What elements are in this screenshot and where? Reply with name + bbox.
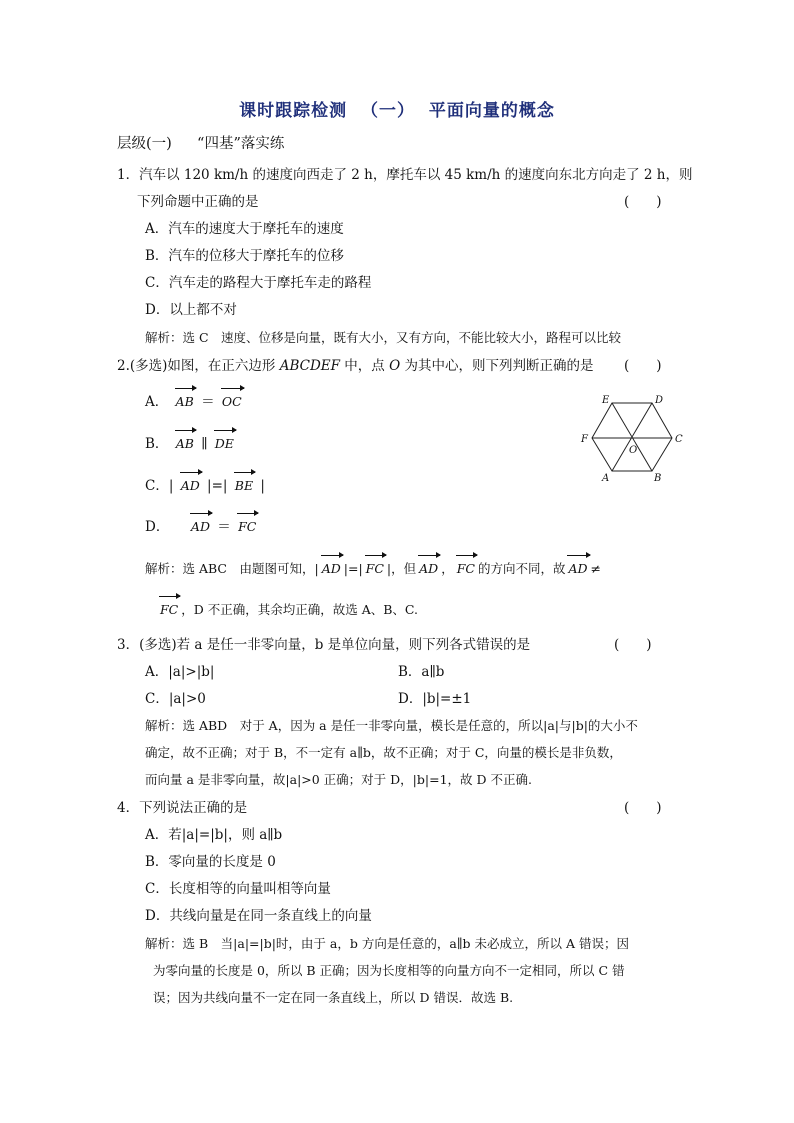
q2-solution-part2: |=|: [343, 561, 363, 576]
vector-fc: FC: [159, 600, 179, 620]
q4-option-d: D．共线向量是在同一条直线上的向量: [145, 908, 372, 924]
q2-option-c-op: |=|: [207, 478, 228, 494]
q4-solution-line3: 误；因为共线向量不一定在同一条直线上，所以 D 错误．故选 B.: [153, 990, 514, 1005]
q1-option-d: D．以上都不对: [145, 302, 237, 318]
level-name: “四基”落实练: [197, 136, 285, 152]
figure-label-d: D: [655, 395, 664, 406]
q1-solution: 解析：选 C 速度、位移是向量，既有大小，又有方向，不能比较大小，路程可以比较: [145, 330, 622, 345]
q4-option-b: B．零向量的长度是 0: [145, 854, 276, 870]
q2-solution-conclusion: ，D 不正确，其余均正确，故选 A、B、C.: [181, 602, 419, 617]
q3-solution-line3: 而向量 a 是非零向量，故|a|>0 正确；对于 D，|b|=1，故 D 不正确.: [145, 772, 532, 787]
q2-solution-part5: 的方向不同，故: [477, 561, 566, 576]
q2-option-d-op: ＝: [217, 519, 231, 535]
q4-solution-line1: 解析：选 B 当|a|=|b|时，由于 a，b 方向是任意的，a∥b 未必成立，所以 A 错误；因: [145, 936, 630, 951]
q2-solution-line2: [157, 600, 418, 620]
q3-solution-line1: 解析：选 ABD 对于 A，因为 a 是任一非零向量，模长是任意的，所以|a|与|b|的大小不: [145, 718, 638, 733]
q4-solution-line2: 为零向量的长度是 0，所以 B 正确；因为长度相等的向量方向不一定相同，所以 C 错: [153, 963, 625, 978]
q2-option-d: [145, 517, 259, 537]
q3-option-a: A．|a|>|b|: [145, 664, 215, 680]
q4-answer-bracket: ( ): [624, 800, 662, 816]
q1-option-b: B．汽车的位移大于摩托车的位移: [145, 248, 344, 264]
q3-solution-line2: 确定，故不正确；对于 B，不一定有 a∥b，故不正确；对于 C，向量的模长是非负数，: [145, 745, 622, 760]
q3-answer-bracket: ( ): [614, 637, 652, 653]
q2-stem-center: O: [389, 358, 401, 374]
q2-stem-part2: 中，点: [340, 358, 390, 374]
q2-stem-hexagon: ABCDEF: [279, 358, 341, 374]
q1-stem-line1: 1．汽车以 120 km/h 的速度向西走了 2 h，摩托车以 45 km/h 的速度向东北方向走了 2 h，则: [117, 167, 693, 183]
vector-oc: OC: [221, 392, 243, 412]
vector-ad: AD: [567, 559, 588, 579]
q3-option-b: B．a∥b: [398, 664, 445, 680]
q2-solution-part3: |，但: [386, 561, 417, 576]
vector-ab: AB: [175, 392, 195, 412]
q2-option-c-label: C．|: [145, 478, 174, 494]
q2-solution-part6: ≠: [590, 561, 602, 576]
q2-option-b-label: B．: [145, 436, 169, 452]
q1-option-a: A．汽车的速度大于摩托车的速度: [145, 221, 344, 237]
q2-stem-part3: 为其中心，则下列判断正确的是: [400, 358, 594, 374]
q1-answer-bracket: ( ): [624, 194, 662, 210]
vector-ad: AD: [190, 517, 211, 537]
q2-answer-bracket: ( ): [624, 358, 662, 374]
vector-fc: FC: [456, 559, 476, 579]
hexagon-figure: [576, 391, 686, 487]
q2-option-b: [145, 434, 237, 454]
figure-label-f: F: [581, 434, 588, 445]
q1-stem-line2: 下列命题中正确的是: [137, 194, 259, 210]
q4-option-c: C．长度相等的向量叫相等向量: [145, 881, 331, 897]
figure-label-o: O: [629, 445, 638, 456]
page-title: 课时跟踪检测 （一） 平面向量的概念: [239, 101, 555, 121]
q4-option-a: A．若|a|=|b|，则 a∥b: [145, 827, 283, 843]
vector-ad: AD: [321, 559, 342, 579]
vector-ad: AD: [418, 559, 439, 579]
q2-stem-part1: 2.(多选)如图，在正六边形: [117, 358, 280, 374]
vector-be: BE: [234, 476, 254, 496]
vector-fc: FC: [365, 559, 385, 579]
q3-stem: 3．(多选)若 a 是任一非零向量，b 是单位向量，则下列各式错误的是: [117, 637, 531, 653]
q2-solution-part1: 解析：选 ABC 由题图可知，|: [145, 561, 319, 576]
q2-option-b-op: ∥: [201, 436, 208, 452]
q2-option-a-label: A．: [145, 394, 169, 410]
figure-label-e: E: [602, 395, 610, 406]
q2-option-d-label: D．: [145, 519, 170, 535]
q2-solution-line1: [145, 559, 601, 579]
vector-fc: FC: [237, 517, 257, 537]
figure-label-b: B: [654, 473, 662, 484]
q2-option-a: [145, 392, 245, 412]
q1-option-c: C．汽车走的路程大于摩托车走的路程: [145, 275, 372, 291]
q4-stem: 4．下列说法正确的是: [117, 800, 248, 816]
q2-option-a-op: ＝: [201, 394, 215, 410]
q2-option-c: [145, 476, 265, 496]
q2-option-c-end: |: [260, 478, 265, 494]
figure-label-a: A: [602, 473, 610, 484]
q3-option-d: D．|b|=±1: [398, 691, 472, 707]
level-label: 层级(一): [117, 136, 172, 152]
vector-ab: AB: [175, 434, 195, 454]
q2-stem: [117, 356, 593, 376]
vector-de: DE: [214, 434, 235, 454]
level-heading: [117, 134, 284, 154]
vector-ad: AD: [180, 476, 201, 496]
q2-solution-part4: ，: [441, 561, 454, 576]
figure-label-c: C: [675, 434, 683, 445]
q3-option-c: C．|a|>0: [145, 691, 206, 707]
